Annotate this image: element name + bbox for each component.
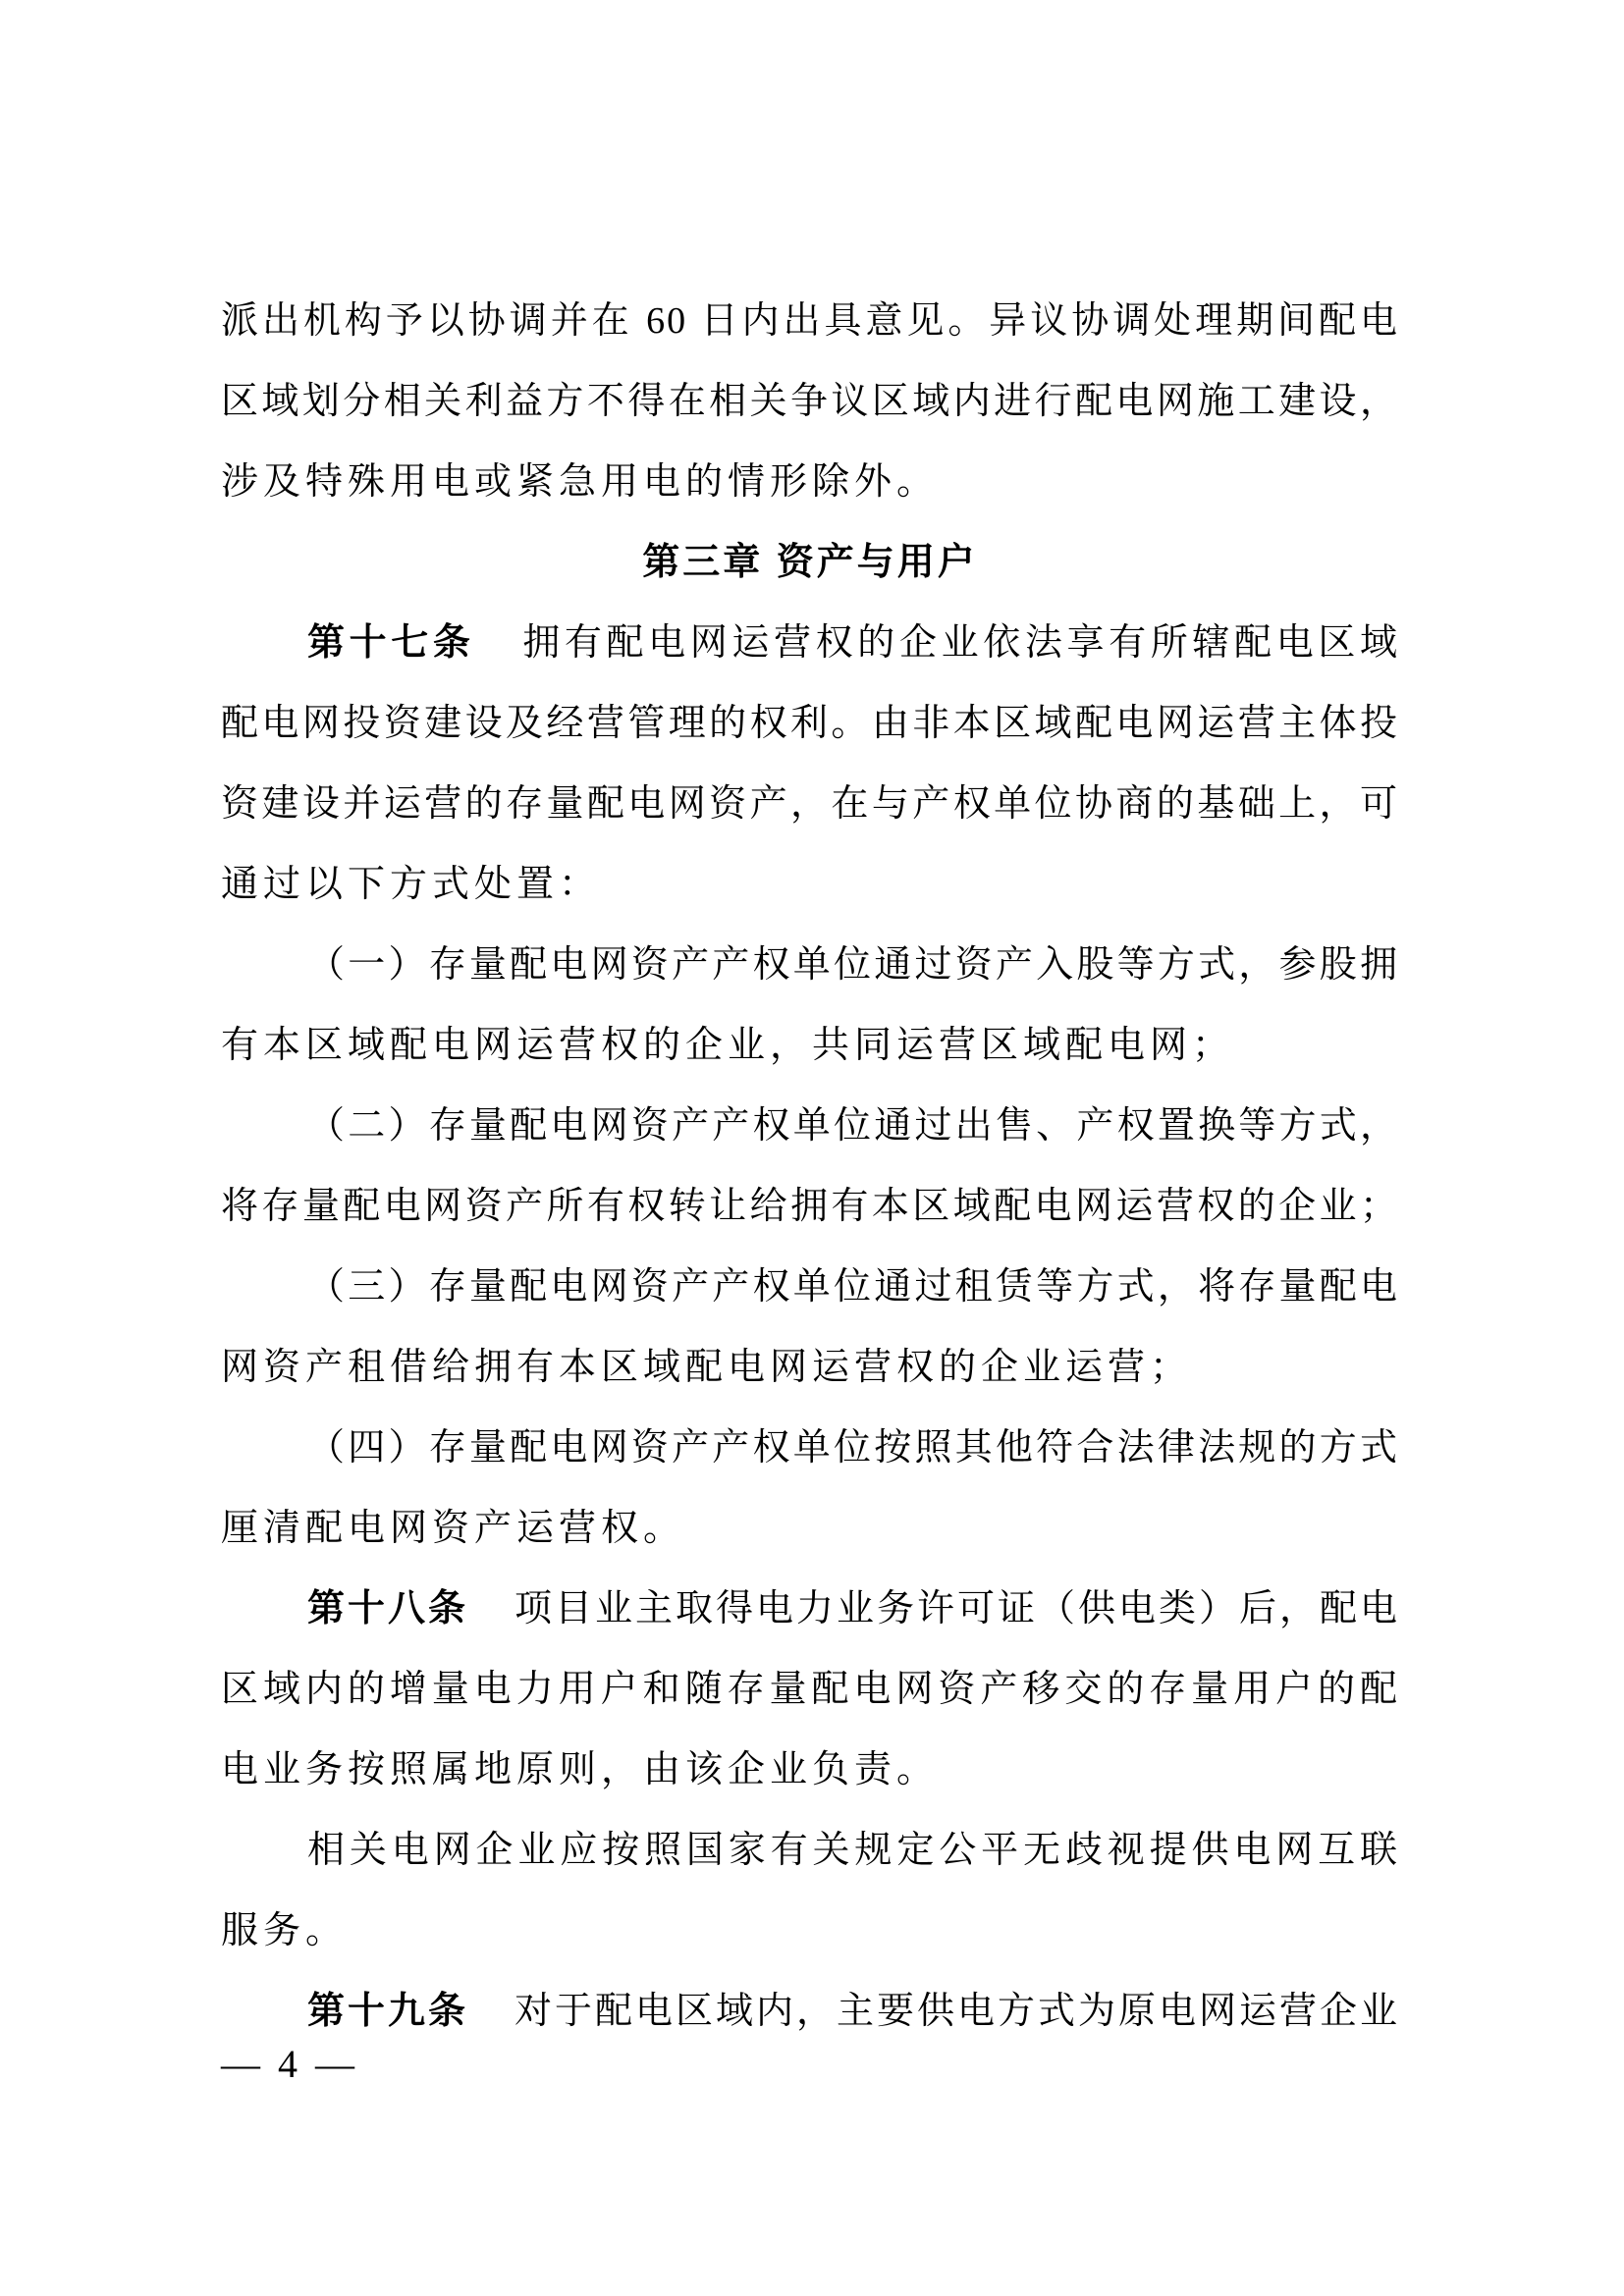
text-line bbox=[221, 1005, 1399, 1086]
line-text: 区域内的增量电力用户和随存量配电网资产移交的存量用户的配 bbox=[221, 1669, 1399, 1710]
line-text: 配电网投资建设及经营管理的权利。由非本区域配电网运营主体投 bbox=[221, 703, 1399, 744]
line-text: 有本区域配电网运营权的企业，共同运营区域配电网； bbox=[221, 1025, 1235, 1066]
article-number-spacer bbox=[475, 654, 520, 655]
text-line bbox=[221, 1891, 1399, 1971]
line-text: （四）存量配电网资产产权单位按照其他符合法律法规的方式 bbox=[307, 1427, 1399, 1468]
text-line bbox=[221, 1730, 1399, 1810]
text-line bbox=[221, 1327, 1399, 1408]
line-text: 第三章 资产与用户 bbox=[642, 542, 978, 583]
article-number-spacer bbox=[468, 2022, 514, 2023]
line-text: 区域划分相关利益方不得在相关争议区域内进行配电网施工建设， bbox=[221, 381, 1399, 422]
text-line bbox=[221, 281, 1399, 361]
chapter-heading bbox=[221, 522, 1399, 603]
text-line bbox=[221, 1810, 1399, 1891]
text-line bbox=[221, 361, 1399, 442]
line-text: 资建设并运营的存量配电网资产，在与产权单位协商的基础上，可 bbox=[221, 783, 1399, 825]
page-number: — 4 — bbox=[221, 2042, 358, 2086]
line-text: 厘清配电网资产运营权。 bbox=[221, 1508, 686, 1549]
text-line bbox=[221, 1408, 1399, 1488]
line-text: 服务。 bbox=[221, 1910, 349, 1951]
line-text: 拥有配电网运营权的企业依法享有所辖配电区域 bbox=[519, 622, 1399, 664]
line-text: 将存量配电网资产所有权转让给拥有本区域配电网运营权的企业； bbox=[221, 1186, 1399, 1227]
text-line bbox=[221, 1488, 1399, 1569]
text-line bbox=[221, 603, 1399, 683]
text-line bbox=[221, 442, 1399, 522]
document-lines bbox=[221, 281, 1399, 2052]
article-number-spacer bbox=[468, 1620, 514, 1621]
line-text: 电业务按照属地原则，由该企业负责。 bbox=[221, 1749, 940, 1790]
text-line bbox=[221, 1971, 1399, 2052]
text-line bbox=[221, 844, 1399, 925]
text-line bbox=[221, 1166, 1399, 1247]
line-text: 涉及特殊用电或紧急用电的情形除外。 bbox=[221, 461, 940, 503]
line-text: （二）存量配电网资产产权单位通过出售、产权置换等方式， bbox=[307, 1105, 1399, 1147]
line-text: 对于配电区域内，主要供电方式为原电网运营企业 bbox=[514, 1991, 1399, 2032]
line-text: 派出机构予以协调并在 60 日内出具意见。异议协调处理期间配电 bbox=[221, 300, 1399, 342]
text-line bbox=[221, 683, 1399, 764]
line-text: 网资产租借给拥有本区域配电网运营权的企业运营； bbox=[221, 1347, 1193, 1388]
text-line bbox=[221, 764, 1399, 844]
line-text: （一）存量配电网资产产权单位通过资产入股等方式，参股拥 bbox=[307, 944, 1399, 986]
article-number: 第十八条 bbox=[307, 1588, 468, 1629]
text-line bbox=[221, 1086, 1399, 1166]
line-text: （三）存量配电网资产产权单位通过租赁等方式，将存量配电 bbox=[307, 1266, 1399, 1308]
text-line bbox=[221, 1247, 1399, 1327]
article-number: 第十九条 bbox=[307, 1991, 468, 2032]
line-text: 项目业主取得电力业务许可证（供电类）后，配电 bbox=[514, 1588, 1399, 1629]
line-text: 相关电网企业应按照国家有关规定公平无歧视提供电网互联 bbox=[307, 1830, 1399, 1871]
text-line bbox=[221, 1569, 1399, 1649]
article-number: 第十七条 bbox=[307, 622, 475, 664]
line-text: 通过以下方式处置： bbox=[221, 864, 602, 905]
text-line bbox=[221, 1649, 1399, 1730]
text-line bbox=[221, 925, 1399, 1005]
